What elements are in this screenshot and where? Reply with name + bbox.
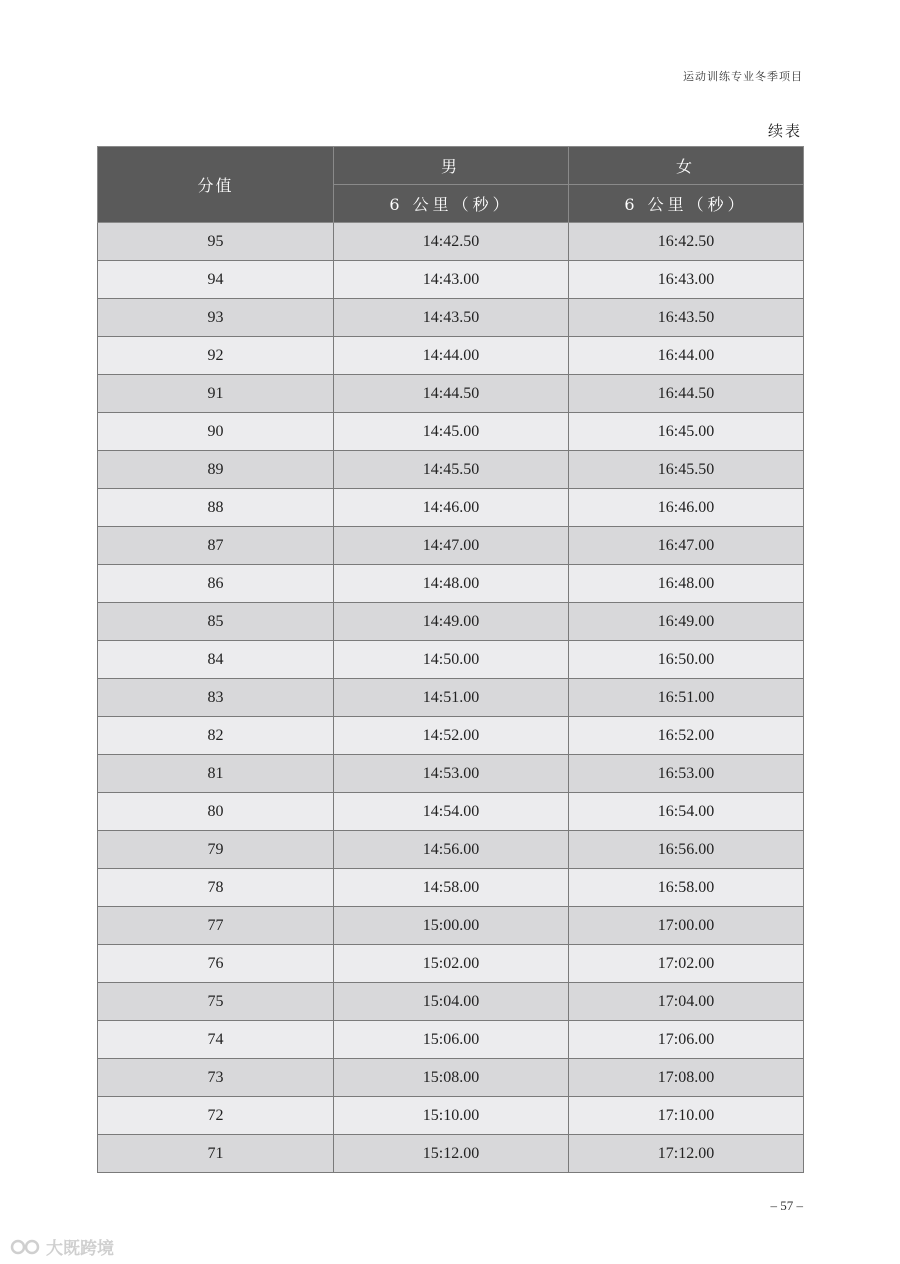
female-time-cell: 16:45.50 xyxy=(569,451,804,489)
score-cell: 71 xyxy=(98,1135,334,1173)
female-time-cell: 16:44.00 xyxy=(569,337,804,375)
female-time-cell: 16:51.00 xyxy=(569,679,804,717)
table-row xyxy=(98,489,804,527)
table-row xyxy=(98,983,804,1021)
table-row xyxy=(98,717,804,755)
female-time-cell: 16:47.00 xyxy=(569,527,804,565)
continued-label: 续表 xyxy=(767,122,802,140)
table-row xyxy=(98,1097,804,1135)
female-time-cell: 16:56.00 xyxy=(569,831,804,869)
table-header xyxy=(98,147,804,223)
female-time-cell: 16:58.00 xyxy=(569,869,804,907)
male-time-cell: 15:04.00 xyxy=(334,983,569,1021)
score-cell: 81 xyxy=(98,755,334,793)
table-row xyxy=(98,1135,804,1173)
female-time-cell: 16:43.00 xyxy=(569,261,804,299)
table-row xyxy=(98,527,804,565)
male-time-cell: 14:45.50 xyxy=(334,451,569,489)
score-cell: 94 xyxy=(98,261,334,299)
table-row xyxy=(98,755,804,793)
table-row xyxy=(98,869,804,907)
table-row xyxy=(98,1059,804,1097)
female-time-cell: 16:52.00 xyxy=(569,717,804,755)
table-row xyxy=(98,831,804,869)
male-time-cell: 15:12.00 xyxy=(334,1135,569,1173)
table-body xyxy=(98,223,804,1173)
male-time-cell: 14:45.00 xyxy=(334,413,569,451)
male-time-cell: 14:43.00 xyxy=(334,261,569,299)
male-time-cell: 14:46.00 xyxy=(334,489,569,527)
table-row xyxy=(98,793,804,831)
score-cell: 79 xyxy=(98,831,334,869)
score-cell: 75 xyxy=(98,983,334,1021)
female-time-cell: 17:10.00 xyxy=(569,1097,804,1135)
watermark-logo-icon xyxy=(10,1237,42,1257)
male-time-cell: 15:10.00 xyxy=(334,1097,569,1135)
female-time-cell: 17:00.00 xyxy=(569,907,804,945)
score-cell: 83 xyxy=(98,679,334,717)
male-time-cell: 15:08.00 xyxy=(334,1059,569,1097)
score-cell: 91 xyxy=(98,375,334,413)
male-time-cell: 14:44.00 xyxy=(334,337,569,375)
watermark xyxy=(10,1234,114,1259)
table-row xyxy=(98,945,804,983)
score-cell: 90 xyxy=(98,413,334,451)
male-time-cell: 14:54.00 xyxy=(334,793,569,831)
score-cell: 92 xyxy=(98,337,334,375)
score-cell: 73 xyxy=(98,1059,334,1097)
table-row xyxy=(98,1021,804,1059)
male-time-cell: 15:02.00 xyxy=(334,945,569,983)
male-time-cell: 14:56.00 xyxy=(334,831,569,869)
female-time-cell: 17:04.00 xyxy=(569,983,804,1021)
score-column-header: 分值 xyxy=(98,147,334,223)
score-cell: 74 xyxy=(98,1021,334,1059)
female-time-cell: 17:12.00 xyxy=(569,1135,804,1173)
running-header: 运动训练专业冬季项目 xyxy=(683,70,803,83)
table-row xyxy=(98,261,804,299)
score-cell: 82 xyxy=(98,717,334,755)
score-cell: 89 xyxy=(98,451,334,489)
table-row xyxy=(98,603,804,641)
male-time-cell: 14:52.00 xyxy=(334,717,569,755)
page-number: – 57 – xyxy=(770,1198,803,1213)
female-time-cell: 16:46.00 xyxy=(569,489,804,527)
table-row xyxy=(98,299,804,337)
female-time-cell: 17:08.00 xyxy=(569,1059,804,1097)
male-time-cell: 14:43.50 xyxy=(334,299,569,337)
male-time-cell: 14:53.00 xyxy=(334,755,569,793)
female-time-cell: 16:45.00 xyxy=(569,413,804,451)
male-event-header: 6 公里（秒） xyxy=(334,185,569,223)
table-row xyxy=(98,907,804,945)
female-time-cell: 17:02.00 xyxy=(569,945,804,983)
female-column-header: 女 xyxy=(569,147,804,185)
female-time-cell: 16:53.00 xyxy=(569,755,804,793)
score-cell: 87 xyxy=(98,527,334,565)
table-row xyxy=(98,641,804,679)
male-time-cell: 15:06.00 xyxy=(334,1021,569,1059)
female-time-cell: 17:06.00 xyxy=(569,1021,804,1059)
female-time-cell: 16:48.00 xyxy=(569,565,804,603)
table-row xyxy=(98,679,804,717)
table-row xyxy=(98,451,804,489)
female-time-cell: 16:54.00 xyxy=(569,793,804,831)
female-time-cell: 16:42.50 xyxy=(569,223,804,261)
female-event-header: 6 公里（秒） xyxy=(569,185,804,223)
male-time-cell: 14:58.00 xyxy=(334,869,569,907)
watermark-text: 大既跨境 xyxy=(46,1239,114,1259)
score-cell: 88 xyxy=(98,489,334,527)
male-column-header: 男 xyxy=(334,147,569,185)
table-row xyxy=(98,413,804,451)
score-cell: 93 xyxy=(98,299,334,337)
male-time-cell: 14:50.00 xyxy=(334,641,569,679)
female-time-cell: 16:50.00 xyxy=(569,641,804,679)
female-time-cell: 16:44.50 xyxy=(569,375,804,413)
female-time-cell: 16:49.00 xyxy=(569,603,804,641)
table-row xyxy=(98,565,804,603)
score-cell: 80 xyxy=(98,793,334,831)
table-row xyxy=(98,223,804,261)
score-cell: 78 xyxy=(98,869,334,907)
male-time-cell: 14:47.00 xyxy=(334,527,569,565)
male-time-cell: 15:00.00 xyxy=(334,907,569,945)
score-cell: 72 xyxy=(98,1097,334,1135)
table-row xyxy=(98,375,804,413)
score-cell: 77 xyxy=(98,907,334,945)
male-time-cell: 14:44.50 xyxy=(334,375,569,413)
score-table xyxy=(97,146,804,1173)
male-time-cell: 14:42.50 xyxy=(334,223,569,261)
male-time-cell: 14:49.00 xyxy=(334,603,569,641)
male-time-cell: 14:51.00 xyxy=(334,679,569,717)
table-row xyxy=(98,337,804,375)
male-time-cell: 14:48.00 xyxy=(334,565,569,603)
score-cell: 85 xyxy=(98,603,334,641)
score-cell: 84 xyxy=(98,641,334,679)
score-cell: 95 xyxy=(98,223,334,261)
score-cell: 76 xyxy=(98,945,334,983)
female-time-cell: 16:43.50 xyxy=(569,299,804,337)
score-cell: 86 xyxy=(98,565,334,603)
